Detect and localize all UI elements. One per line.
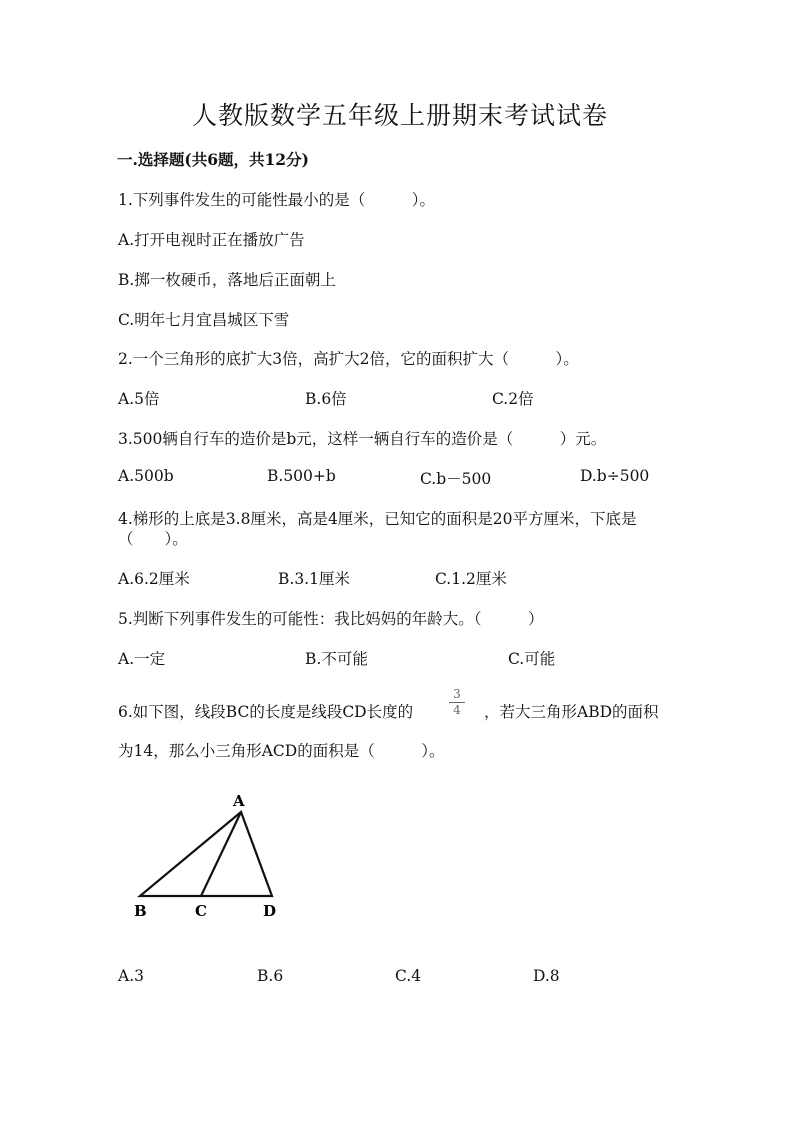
- question-2-stem: 2.一个三角形的底扩大3倍，高扩大2倍，它的面积扩大（ ）。: [118, 350, 579, 368]
- question-1-option-c: C.明年七月宜昌城区下雪: [118, 311, 290, 329]
- question-6-stem-line-2: 为14，那么小三角形ACD的面积是（ ）。: [118, 742, 445, 760]
- fraction-numerator: 3: [453, 687, 461, 701]
- question-3-stem: 3.500辆自行车的造价是b元，这样一辆自行车的造价是（ ）元。: [118, 430, 607, 448]
- question-1-stem: 1.下列事件发生的可能性最小的是（ ）。: [118, 191, 436, 209]
- question-5-option-a: A.一定: [118, 650, 166, 668]
- question-2-option-b: B.6倍: [305, 390, 347, 408]
- question-6-option-a: A.3: [118, 967, 144, 985]
- question-6-option-b: B.6: [257, 967, 284, 985]
- label-a: A: [233, 792, 245, 810]
- page-title: 人教版数学五年级上册期末考试试卷: [191, 101, 608, 130]
- question-2-option-a: A.5倍: [118, 390, 160, 408]
- question-3-option-c: C.b－500: [420, 470, 492, 488]
- question-6-option-d: D.8: [533, 967, 560, 985]
- question-5-option-c: C.可能: [508, 650, 556, 668]
- question-6-option-c: C.4: [395, 967, 422, 985]
- fraction-denominator: 4: [453, 703, 461, 717]
- question-4-option-a: A.6.2厘米: [118, 570, 190, 588]
- segment-ac: [201, 812, 241, 896]
- question-1-option-b: B.掷一枚硬币，落地后正面朝上: [118, 271, 336, 289]
- question-3-option-d: D.b÷500: [580, 467, 650, 485]
- question-5-stem: 5.判断下列事件发生的可能性：我比妈妈的年龄大。（ ）: [118, 610, 544, 628]
- question-1-option-a: A.打开电视时正在播放广告: [118, 231, 305, 249]
- question-4-stem-line-2: （ ）。: [118, 530, 188, 548]
- question-6-stem-part-1: 6.如下图，线段BC的长度是线段CD长度的: [118, 703, 414, 721]
- question-3-option-a: A.500b: [118, 467, 174, 485]
- label-b: B: [134, 902, 147, 920]
- question-5-option-b: B.不可能: [305, 650, 368, 668]
- question-2-option-c: C.2倍: [492, 390, 534, 408]
- fraction-three-quarters: [446, 688, 468, 717]
- question-3-option-b: B.500+b: [267, 467, 336, 485]
- label-d: D: [263, 902, 277, 920]
- question-6-stem-part-2: ，若大三角形ABD的面积: [484, 703, 659, 721]
- question-4-stem-line-1: 4.梯形的上底是3.8厘米，高是4厘米，已知它的面积是20平方厘米，下底是: [118, 510, 637, 528]
- question-4-option-b: B.3.1厘米: [278, 570, 350, 588]
- label-c: C: [195, 902, 207, 920]
- section-heading: 一.选择题(共6题，共12分): [117, 150, 309, 169]
- question-4-option-c: C.1.2厘米: [435, 570, 507, 588]
- triangle-figure: [125, 785, 295, 925]
